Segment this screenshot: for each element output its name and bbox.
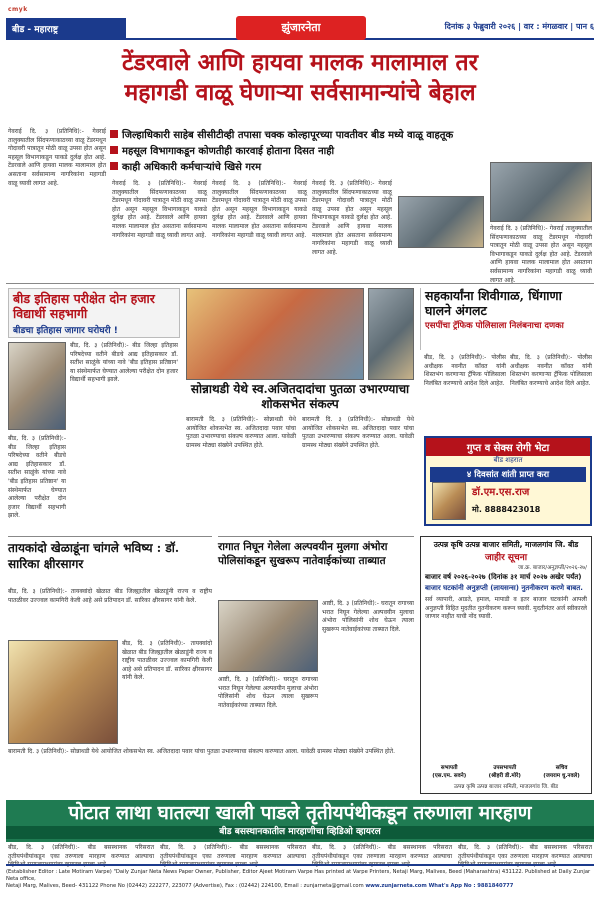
signature-name: (एस.एम. सवने) (432, 773, 467, 779)
signature-block (543, 763, 580, 779)
filler-body: बारामती दि. ३ (प्रतिनिधी):- सोन्नाथडी येथे आयोजित शोकसभेत स्व. अजितदादा पवार यांचा पुतळा उभारण्याचा संकल्प करण्यात आला. यावेळी ग्रामस्थ मोठ्या संख्येने उपस्थित होते. (8, 748, 395, 755)
statue-banner: सोन्नाथडी येथे स्व.अजितदादांचा पुतळा उभारण्याचा शोकसभेत संकल्प (190, 382, 410, 411)
ad-subtitle: बीड शहरात (493, 456, 523, 464)
imprint-line2 (6, 883, 594, 890)
imprint-line1: (Establisher Editor : Late Motiram Varpe) "Daily Zunjar Neta News Paper Owner, Publisher, Editor Ajeet Motiram Varpe Has printed at Varpe Printers, Netaji Marg, Malives, Beed (Maharashtra) 431122. Published at Daily Zunjar Neta office, (6, 869, 591, 882)
bottom-story-banner (6, 800, 594, 842)
lead-bullet-text: काही अधिकारी कर्मचाऱ्यांचे खिसे गरम (122, 162, 262, 173)
cmyk-marker: cmyk (8, 6, 28, 13)
newspaper-name: झुंजारनेता (236, 16, 366, 40)
truck-photo (490, 162, 592, 222)
signature-block (489, 763, 521, 779)
lead-bullet (110, 160, 490, 176)
market-ref: जा.क्र. बाजार/अनुज्ञप्ती/२०२६-२७/ (517, 565, 587, 571)
bottom-headline: पोटात लाथा घातल्या खाली पाडले तृतीयपंथीकडून तरुणाला मारहाण (68, 802, 532, 824)
ad-days: ४ दिवसांत शांती प्राप्त करा (430, 467, 586, 482)
lead-bullets (110, 128, 490, 176)
sarika-body-col2: बीड, दि. ३ (प्रतिनिधी):- तायक्वांदो खेळात बीड जिल्ह्यातील खेळाडूंनी राज्य व राष्ट्रीय पातळीवर उज्ज्वल कामगिरी केली आहे असे प्रतिपादन डॉ. सारिका क्षीरसागर यांनी केले. (122, 640, 212, 682)
child-headline: रागात निघून गेलेला अल्पवयीन मुलगा अंभोरा पोलिसांकडून सुखरूप नातेवाईकांच्या ताब्यात (218, 541, 388, 567)
bottom-body-col3: बीड, दि. ३ (प्रतिनिधी):- बीड बसस्थानक परिसरात तृतीयपंथीयांकडून एका तरुणाला मारहाण करण्यात आल्याचा व्हिडिओ समाजमाध्यमांवर व्हायरल झाला आहे. (312, 844, 452, 869)
dateline: दिनांक ३ फेब्रुवारी २०२६ | वार : मंगळवार | पान ६ (444, 22, 594, 31)
signature-role: सचिव (555, 765, 568, 771)
market-headline: बाजार वर्ष २०२६-२०२७ (दिनांक ३१ मार्च २०२७ अखेर पर्यंत) (425, 573, 582, 581)
lead-headline (8, 48, 592, 108)
imprint-footer (6, 864, 594, 890)
ad-doctor: डॉ.एम.एस.राज (472, 487, 530, 498)
divider (6, 283, 594, 284)
market-notice (420, 536, 592, 794)
lead-body-col2: गेवराई दि. ३ (प्रतिनिधि):- गेवराई तालुक्यातील सिंदफणाकाठच्या वाळू टेंडरमधून गोदावरी पात्रातून मोठी वाळू उपसा होत असून महसूल विभागाकडून याकडे दुर्लक्ष होत आहे. टेंडरवाले आणि हायवा मालक मालामाल होत असताना सर्वसामान्य नागरिकांना महागडी वाळू घ्यावी लागत आहे. (112, 180, 207, 239)
market-body: सर्व व्यापारी, आडते, हमाल, मापाडी व इतर बाजार घटकांनी आपली अनुज्ञप्ती विहित मुदतीत नुतनीकरण करून घ्यावी. मुदतीनंतर अर्ज स्वीकारले जाणार नाहीत याची नोंद घ्यावी. (425, 596, 587, 621)
signature-name: (जयराम धु.नवले) (543, 773, 580, 779)
history-subheadline: बीडचा इतिहास जागार घरोघरी ! (13, 326, 118, 336)
history-header (8, 288, 180, 338)
child-header (218, 536, 414, 596)
market-subheadline: बाजार घटकांनी अनुज्ञप्ती (लायसन्स) नुतनीकरण करणे बाबत. (425, 584, 583, 592)
police-body-col1: बीड, दि. ३ (प्रतिनिधी):- पोलीस अधीक्षक नवनीत कॉवत यांनी शिस्तभंग करणाऱ्या ट्रॅफिक पोलिसाला निलंबित करण्याचे आदेश दिले आहेत. (424, 354, 506, 387)
clinic-advertisement (424, 436, 592, 526)
lead-body-col4: गेवराई दि. ३ (प्रतिनिधि):- गेवराई तालुक्यातील सिंदफणाकाठच्या वाळू टेंडरमधून गोदावरी पात्रातून मोठी वाळू उपसा होत असून महसूल विभागाकडून याकडे दुर्लक्ष होत आहे. टेंडरवाले आणि हायवा मालक मालामाल होत असताना सर्वसामान्य नागरिकांना महागडी वाळू घ्यावी लागत आहे. (312, 180, 392, 256)
sarika-headline: तायकांदो खेळाडूंना चांगले भविष्य : डॉ. सारिका क्षीरसागर (8, 541, 180, 571)
statue-body-col2: बारामती दि. ३ (प्रतिनिधी):- सोन्नाथडी येथे आयोजित शोकसभेत स्व. अजितदादा पवार यांचा पुतळा उभारण्याचा संकल्प करण्यात आला. यावेळी ग्रामस्थ मोठ्या संख्येने उपस्थित होते. (302, 416, 414, 449)
lead-bullet (110, 144, 490, 160)
lead-bullet-text: जिल्हाधिकारी साहेब सीसीटीव्ही तपासा चक्क कोल्हापूरच्या पावतीवर बीड मध्ये वाळू वाहतूक (122, 130, 454, 141)
history-poster-image (8, 342, 66, 430)
masthead-bar (6, 16, 594, 40)
child-police-photo (218, 600, 318, 672)
police-headline: सहकार्यांना शिवीगाळ, धिंगाणा घालने अंगलट (425, 288, 562, 318)
ad-title: गुप्त व सेक्स रोगी भेटा (426, 438, 590, 456)
lead-headline-line2: महागडी वाळू घेणाऱ्या सर्वसामान्यांचे बेहाल (124, 79, 476, 106)
history-headline: बीड इतिहास परीक्षेत दोन हजार विद्यार्थी सहभागी (13, 291, 155, 321)
region-label: बीड - महाराष्ट्र (6, 18, 126, 38)
imprint-address: Netaji Marg, Malives, Beed- 431122 Phone No (02442) 222277, 223077 (Advertise), Fax : (02442) 224100, Email : zunjarneta@gmail.com (6, 883, 364, 889)
sarika-body: बीड, दि. ३ (प्रतिनिधी):- तायक्वांदो खेळात बीड जिल्ह्यातील खेळाडूंनी राज्य व राष्ट्रीय पातळीवर उज्ज्वल कामगिरी केली आहे असे प्रतिपादन डॉ. सारिका क्षीरसागर यांनी केले. (8, 588, 212, 604)
police-header (420, 288, 592, 350)
lead-body-col5: गेवराई दि. ३ (प्रतिनिधि):- गेवराई तालुक्यातील सिंदफणाकाठच्या वाळू टेंडरमधून गोदावरी पात्रातून मोठी वाळू उपसा होत असून महसूल विभागाकडून याकडे दुर्लक्ष होत आहे. टेंडरवाले आणि हायवा मालक मालामाल होत असताना सर्वसामान्य नागरिकांना महागडी वाळू घ्यावी लागत आहे. (490, 225, 592, 284)
bullet-square-icon (110, 146, 118, 154)
history-body-col2: बीड, दि. ३ (प्रतिनिधी):- बीड जिल्हा इतिहास परिषदेच्या वतीने बीडचे आद्य इतिहासकार डॉ. सतीश साळुंके यांच्या नावे 'बीड इतिहास प्रतिष्ठान' या संस्थेमार्फत घेण्यात आलेल्या परीक्षेत दोन हजार विद्यार्थी सहभागी झाले. (8, 435, 66, 520)
lead-body-col1: गेवराई दि. ३ (प्रतिनिधि):- गेवराई तालुक्यातील सिंदफणाकाठच्या वाळू टेंडरमधून गोदावरी पात्रातून मोठी वाळू उपसा होत असून महसूल विभागाकडून याकडे दुर्लक्ष होत आहे. टेंडरवाले आणि हायवा मालक मालामाल होत असताना सर्वसामान्य नागरिकांना महागडी वाळू घ्यावी लागत आहे. (8, 128, 106, 187)
signature-block (432, 763, 466, 779)
child-body: आष्टी, दि. ३ (प्रतिनिधी):- घरातून रागाच्या भरात निघून गेलेल्या अल्पवयीन मुलाचा अंभोरा पोलिसांनी शोध घेऊन त्याला सुखरूप नातेवाईकांच्या ताब्यात दिले. (322, 600, 414, 633)
market-signatures (421, 763, 591, 779)
lead-bullet-text: महसूल विभागाकडून कोणतीही कारवाई होताना दिसत नाही (122, 146, 335, 157)
lead-headline-line1: टेंडरवाले आणि हायवा मालक मालामाल तर (121, 49, 479, 76)
lead-bullet (110, 128, 490, 144)
bottom-subheadline: बीड बसस्थानकातील मारहाणीचा व्हिडिओ व्हायरल (6, 826, 594, 839)
website-link[interactable]: www.zunjarneta.com What's App No : 9881840777 (365, 883, 514, 889)
bottom-body-col2: बीड, दि. ३ (प्रतिनिधी):- बीड बसस्थानक परिसरात तृतीयपंथीयांकडून एका तरुणाला मारहाण करण्यात आल्याचा व्हिडिओ समाजमाध्यमांवर व्हायरल झाला आहे. (160, 844, 306, 869)
memorial-photo (368, 288, 414, 380)
market-org: उत्पन्न कृषि उत्पन्न बाजार समिती, माजलगांव जि. बीड (433, 540, 579, 549)
sand-photo (398, 196, 484, 248)
market-footer-org: उत्पन्न कृषि उत्पन्न बाजार समिती, माजलगांव जि. बीड (453, 784, 559, 790)
ad-couple-image (432, 482, 466, 520)
history-body: बीड, दि. ३ (प्रतिनिधी):- बीड जिल्हा इतिहास परिषदेच्या वतीने बीडचे आद्य इतिहासकार डॉ. सतीश साळुंके यांच्या नावे 'बीड इतिहास प्रतिष्ठान' या संस्थेमार्फत घेण्यात आलेल्या परीक्षेत दोन हजार विद्यार्थी सहभागी झाले. (70, 342, 178, 384)
lead-body-col3: गेवराई दि. ३ (प्रतिनिधि):- गेवराई तालुक्यातील सिंदफणाकाठच्या वाळू टेंडरमधून गोदावरी पात्रातून मोठी वाळू उपसा होत असून महसूल विभागाकडून याकडे दुर्लक्ष होत आहे. टेंडरवाले आणि हायवा मालक मालामाल होत असताना सर्वसामान्य नागरिकांना महागडी वाळू घ्यावी लागत आहे. (212, 180, 307, 239)
signature-role: उपसभापती (493, 765, 517, 771)
filler-columns (8, 748, 414, 794)
police-body-col2: बीड, दि. ३ (प्रतिनिधी):- पोलीस अधीक्षक नवनीत कॉवत यांनी शिस्तभंग करणाऱ्या ट्रॅफिक पोलिसाला निलंबित करण्याचे आदेश दिले आहेत. (510, 354, 592, 387)
statue-body-col1: बारामती दि. ३ (प्रतिनिधी):- सोन्नाथडी येथे आयोजित शोकसभेत स्व. अजितदादा पवार यांचा पुतळा उभारण्याचा संकल्प करण्यात आला. यावेळी ग्रामस्थ मोठ्या संख्येने उपस्थित होते. (186, 416, 296, 449)
police-subheadline: एसपींचा ट्रॅफिक पोलिसाला निलंबनाचा दणका (425, 321, 564, 331)
sarika-header (8, 536, 212, 586)
bullet-square-icon (110, 162, 118, 170)
ad-phone: मो. 8888423018 (472, 505, 541, 514)
market-notice-title: जाहीर सूचना (484, 553, 528, 563)
sarika-event-photo (8, 640, 118, 744)
bottom-body-col1: बीड, दि. ३ (प्रतिनिधी):- बीड बसस्थानक परिसरात तृतीयपंथीयांकडून एका तरुणाला मारहाण करण्यात आल्याचा व्हिडिओ समाजमाध्यमांवर व्हायरल झाला आहे. (8, 844, 154, 869)
bullet-square-icon (110, 130, 118, 138)
statue-photo (186, 288, 364, 380)
child-body-col2: आष्टी, दि. ३ (प्रतिनिधी):- घरातून रागाच्या भरात निघून गेलेल्या अल्पवयीन मुलाचा अंभोरा पोलिसांनी शोध घेऊन त्याला सुखरूप नातेवाईकांच्या ताब्यात दिले. (218, 676, 318, 709)
bottom-body-col4: बीड, दि. ३ (प्रतिनिधी):- बीड बसस्थानक परिसरात तृतीयपंथीयांकडून एका तरुणाला मारहाण करण्यात आल्याचा व्हिडिओ समाजमाध्यमांवर व्हायरल झाला आहे. (458, 844, 592, 869)
signature-name: (श्रीहरी डी.मोरे) (488, 773, 521, 779)
signature-role: सभापती (440, 765, 458, 771)
